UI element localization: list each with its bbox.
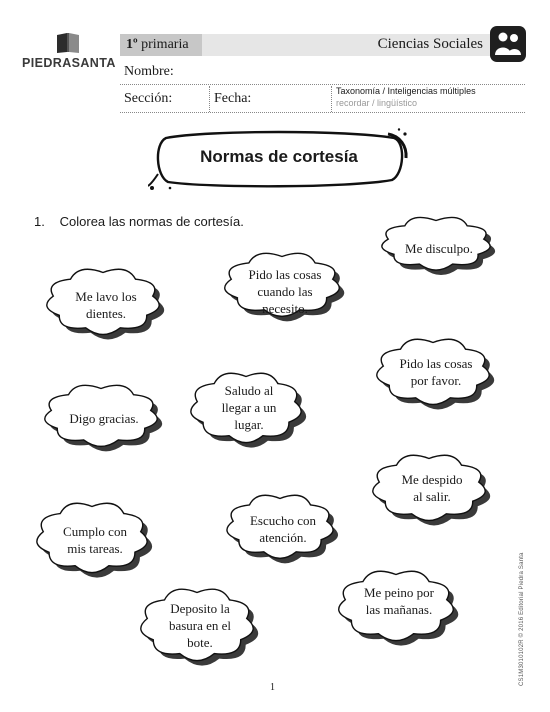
courtesy-cloud[interactable] [332, 562, 466, 654]
page-number: 1 [270, 682, 275, 693]
grade-number: 1º [126, 37, 138, 52]
courtesy-cloud[interactable] [375, 208, 503, 284]
cloud-label: Saludo al llegar a un lugar. [221, 383, 277, 432]
grade-subject-bar [120, 34, 525, 56]
publisher-logo [22, 32, 114, 72]
people-icon [490, 26, 526, 62]
cloud-label: Me peino por las mañanas. [363, 585, 435, 617]
courtesy-cloud[interactable] [370, 330, 502, 418]
name-field-line [120, 84, 525, 85]
grade-box [120, 34, 202, 56]
cloud-label: Pido las cosas cuando las necesito. [248, 267, 322, 316]
grade-label [126, 37, 189, 53]
book-logo-icon [55, 32, 81, 54]
date-label: Fecha: [214, 91, 252, 106]
section-field-line [120, 112, 525, 113]
credits-text: CS1M3010102R © 2016 Editorial Piedra Santa [519, 552, 525, 686]
subject-title: Ciencias Sociales [377, 36, 483, 52]
field-divider [209, 86, 211, 112]
courtesy-cloud[interactable] [40, 260, 172, 348]
publisher-name: PIEDRASANTA [22, 56, 116, 70]
taxonomy-values: recordar / lingüístico [336, 98, 418, 108]
cloud-label: Escucho con atención. [249, 513, 317, 545]
instruction [34, 214, 244, 229]
cloud-label: Me despido al salir. [401, 472, 463, 504]
worksheet-title: Normas de cortesía [200, 147, 358, 166]
cloud-label: Pido las cosas por favor. [399, 356, 473, 388]
cloud-label: Cumplo con mis tareas. [63, 524, 127, 556]
cloud-label: Deposito la basura en el bote. [168, 601, 232, 650]
courtesy-cloud[interactable] [30, 494, 160, 586]
courtesy-cloud[interactable] [220, 486, 346, 572]
section-label: Sección: [124, 91, 173, 106]
instruction-number: 1. [34, 214, 45, 229]
courtesy-cloud[interactable] [218, 244, 352, 330]
courtesy-cloud[interactable] [366, 446, 498, 534]
courtesy-cloud[interactable] [134, 580, 266, 674]
grade-level: primaria [141, 37, 189, 52]
instruction-text: Colorea las normas de cortesía. [59, 214, 244, 229]
taxonomy-label: Taxonomía / Inteligencias múltiples [336, 86, 476, 96]
courtesy-cloud[interactable] [38, 376, 170, 460]
name-label: Nombre: [124, 64, 174, 79]
cloud-label: Me lavo los dientes. [75, 289, 137, 321]
field-divider [331, 86, 333, 112]
courtesy-cloud[interactable] [184, 364, 314, 456]
cloud-label: Me disculpo. [405, 241, 473, 256]
cloud-label: Digo gracias. [69, 411, 139, 426]
title-bubble [148, 128, 410, 192]
